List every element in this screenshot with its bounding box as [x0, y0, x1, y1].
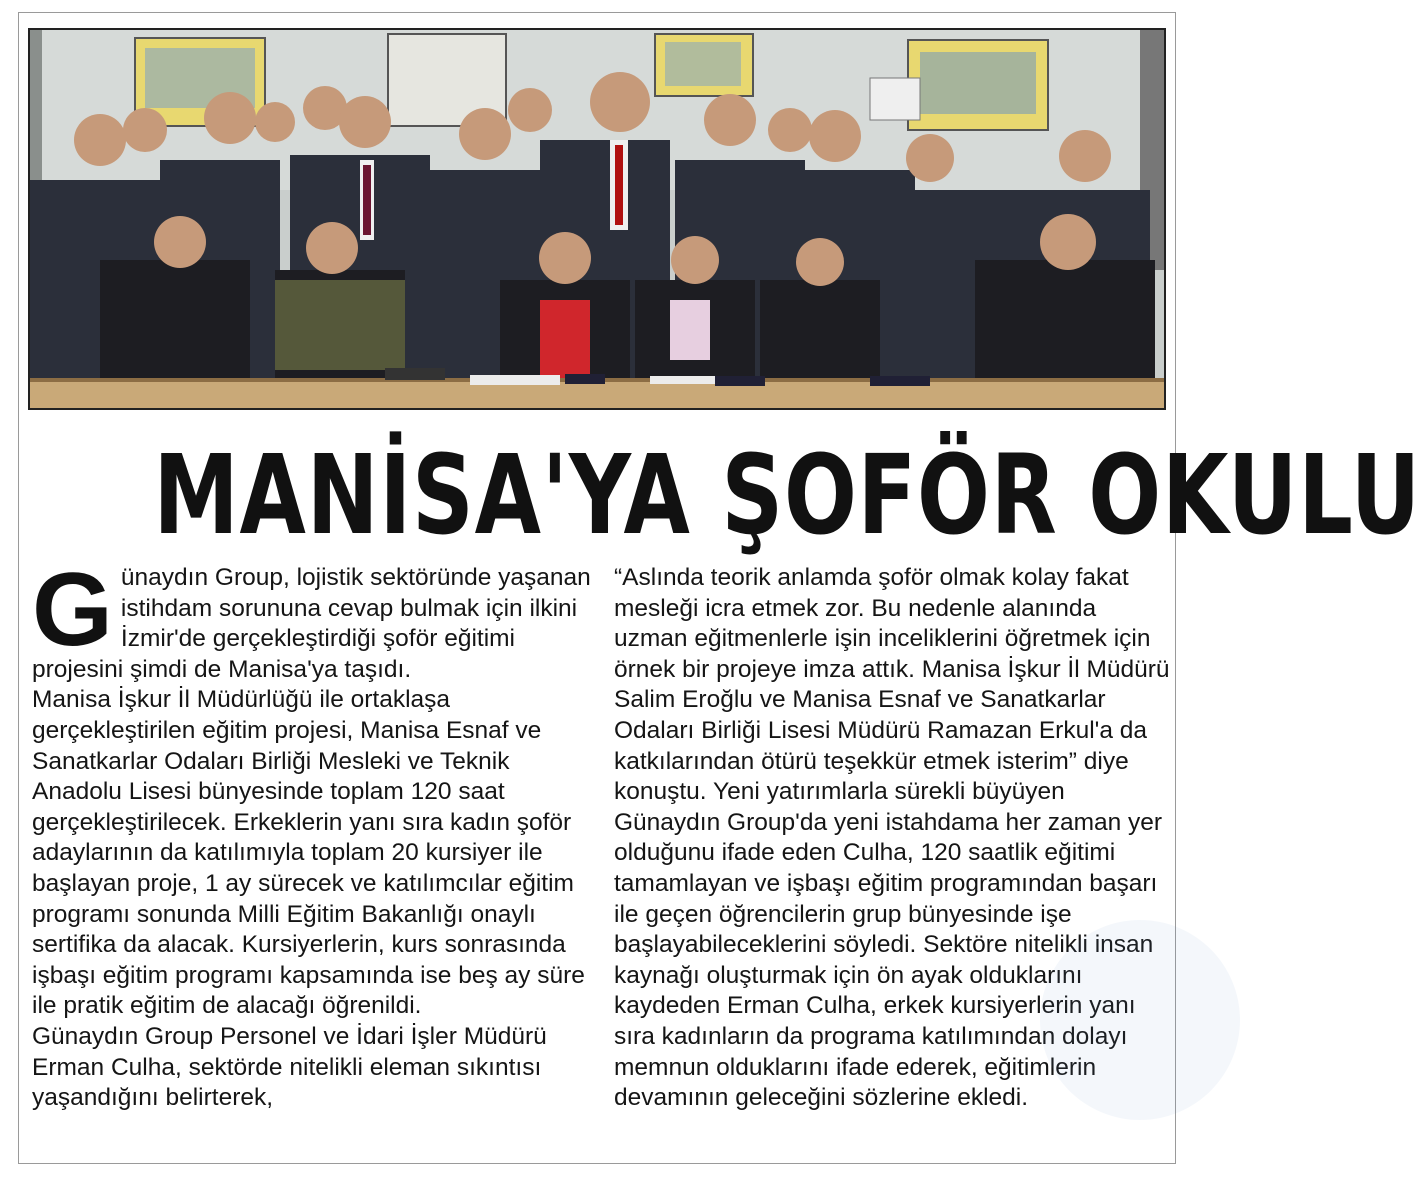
article-left-column [32, 552, 594, 1114]
paragraph: Günaydın Group Personel ve İdari İşler Müdürü Erman Culha, sektörde nitelikli eleman sıkıntısı yaşandığını belirterek, [32, 1022, 547, 1112]
headline: MANİSA'YA ŞOFÖR OKULU [153, 431, 1421, 559]
paragraph: Manisa İşkur İl Müdürlüğü ile ortaklaşa gerçekleştirilen eğitim projesi, Manisa Esnaf ve Sanatkarlar Odaları Birliği Mesleki ve Teknik Anadolu Lisesi bünyesinde toplam 120 saat gerçekleştirilecek. Erkeklerin yanı sıra kadın şoför adaylarının da katılımıyla toplam 20 kursiyer ile başlayan proje, 1 ay sürecek ve katılımcılar eğitim programı sonunda Milli Eğitim Bakanlığı onaylı sertifika da alacak. Kursiyerlerin, kurs sonrasında işbaşı eğitim programı kapsamında ise beş ay süre ile pratik eğitim de alacağı öğrenildi. [32, 686, 585, 1020]
watermark-logo [1040, 920, 1240, 1120]
paragraph: “Aslında teorik anlamda şoför olmak kolay fakat mesleği icra etmek zor. Bu nedenle alanında uzman eğitmenlerle işin inceliklerini öğretmek için örnek bir projeye imza attık. Manisa İşkur İl Müdürü Salim Eroğlu ve Manisa Esnaf ve Sanatkarlar Odaları Birliği Lisesi Müdürü Ramazan Erkul'a da katkılarından ötürü teşekkür etmek isterim” diye konuştu. Yeni yatırımlarla sürekli büyüyen Günaydın Group'da yeni istahdama her zaman yer olduğunu ifade eden Culha, 120 saatlik eğitimi tamamlayan ve işbaşı eğitim programından başarı ile geçen öğrencilerin grup bünyesinde işe başlayabileceklerini söyledi. Sektöre nitelikli insan kaynağı oluşturmak için ön ayak olduklarını kaydeden Erman Culha, erkek kursiyerlerin yanı sıra kadınların da programa katılımından dolayı memnun olduklarını ifade ederek, eğitimlerin devamının geleceğini sözlerine ekledi. [614, 564, 1170, 1112]
group-photo [28, 28, 1166, 410]
paragraph: ünaydın Group, lojistik sektöründe yaşanan istihdam sorununa cevap bulmak için ilkini İzmir'de gerçekleştirdiği şoför eğitimi projesini şimdi de Manisa'ya taşıdı. [32, 564, 591, 683]
drop-cap: G [32, 552, 113, 668]
